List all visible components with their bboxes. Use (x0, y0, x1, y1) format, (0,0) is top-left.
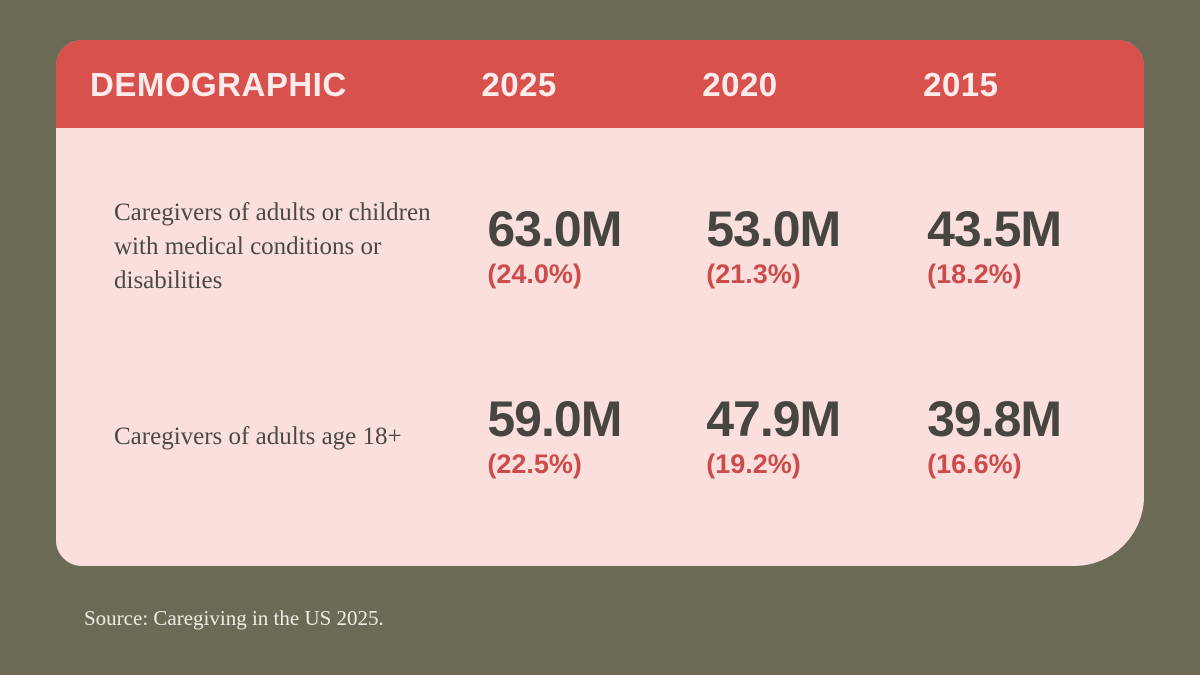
data-card (56, 40, 1144, 566)
value-number: 63.0M (487, 200, 622, 257)
source-note: Source: Caregiving in the US 2025. (84, 606, 384, 630)
value-group (481, 390, 702, 482)
table-row (56, 342, 1144, 566)
table-body (56, 128, 1144, 566)
row-label: Caregivers of adults age 18+ (114, 422, 402, 450)
value-cell-2025 (481, 128, 702, 342)
value-group (481, 200, 702, 292)
value-number: 53.0M (706, 200, 841, 257)
column-header-2020: 2020 (702, 40, 923, 128)
value-cell-2015 (923, 128, 1144, 342)
column-header-demographic: DEMOGRAPHIC (56, 40, 481, 128)
row-label: Caregivers of adults or children with medical conditions or disabilities (114, 198, 431, 295)
value-number: 39.8M (927, 390, 1062, 447)
row-label-cell (56, 342, 481, 566)
value-percent: (19.2%) (706, 448, 801, 479)
column-header-2025: 2025 (481, 40, 702, 128)
header-row (56, 40, 1144, 128)
demographics-table (56, 40, 1144, 566)
value-number: 47.9M (706, 390, 841, 447)
value-percent: (21.3%) (706, 258, 801, 289)
value-number: 43.5M (927, 200, 1062, 257)
value-group (923, 390, 1144, 482)
table-header (56, 40, 1144, 128)
value-number: 59.0M (487, 390, 622, 447)
table-row (56, 128, 1144, 342)
value-percent: (24.0%) (487, 258, 582, 289)
value-cell-2025 (481, 342, 702, 566)
value-cell-2020 (702, 342, 923, 566)
value-percent: (16.6%) (927, 448, 1022, 479)
value-group (923, 200, 1144, 292)
value-cell-2020 (702, 128, 923, 342)
value-percent: (18.2%) (927, 258, 1022, 289)
value-cell-2015 (923, 342, 1144, 566)
value-percent: (22.5%) (487, 448, 582, 479)
value-group (702, 200, 923, 292)
value-group (702, 390, 923, 482)
row-label-cell (56, 128, 481, 342)
column-header-2015: 2015 (923, 40, 1144, 128)
